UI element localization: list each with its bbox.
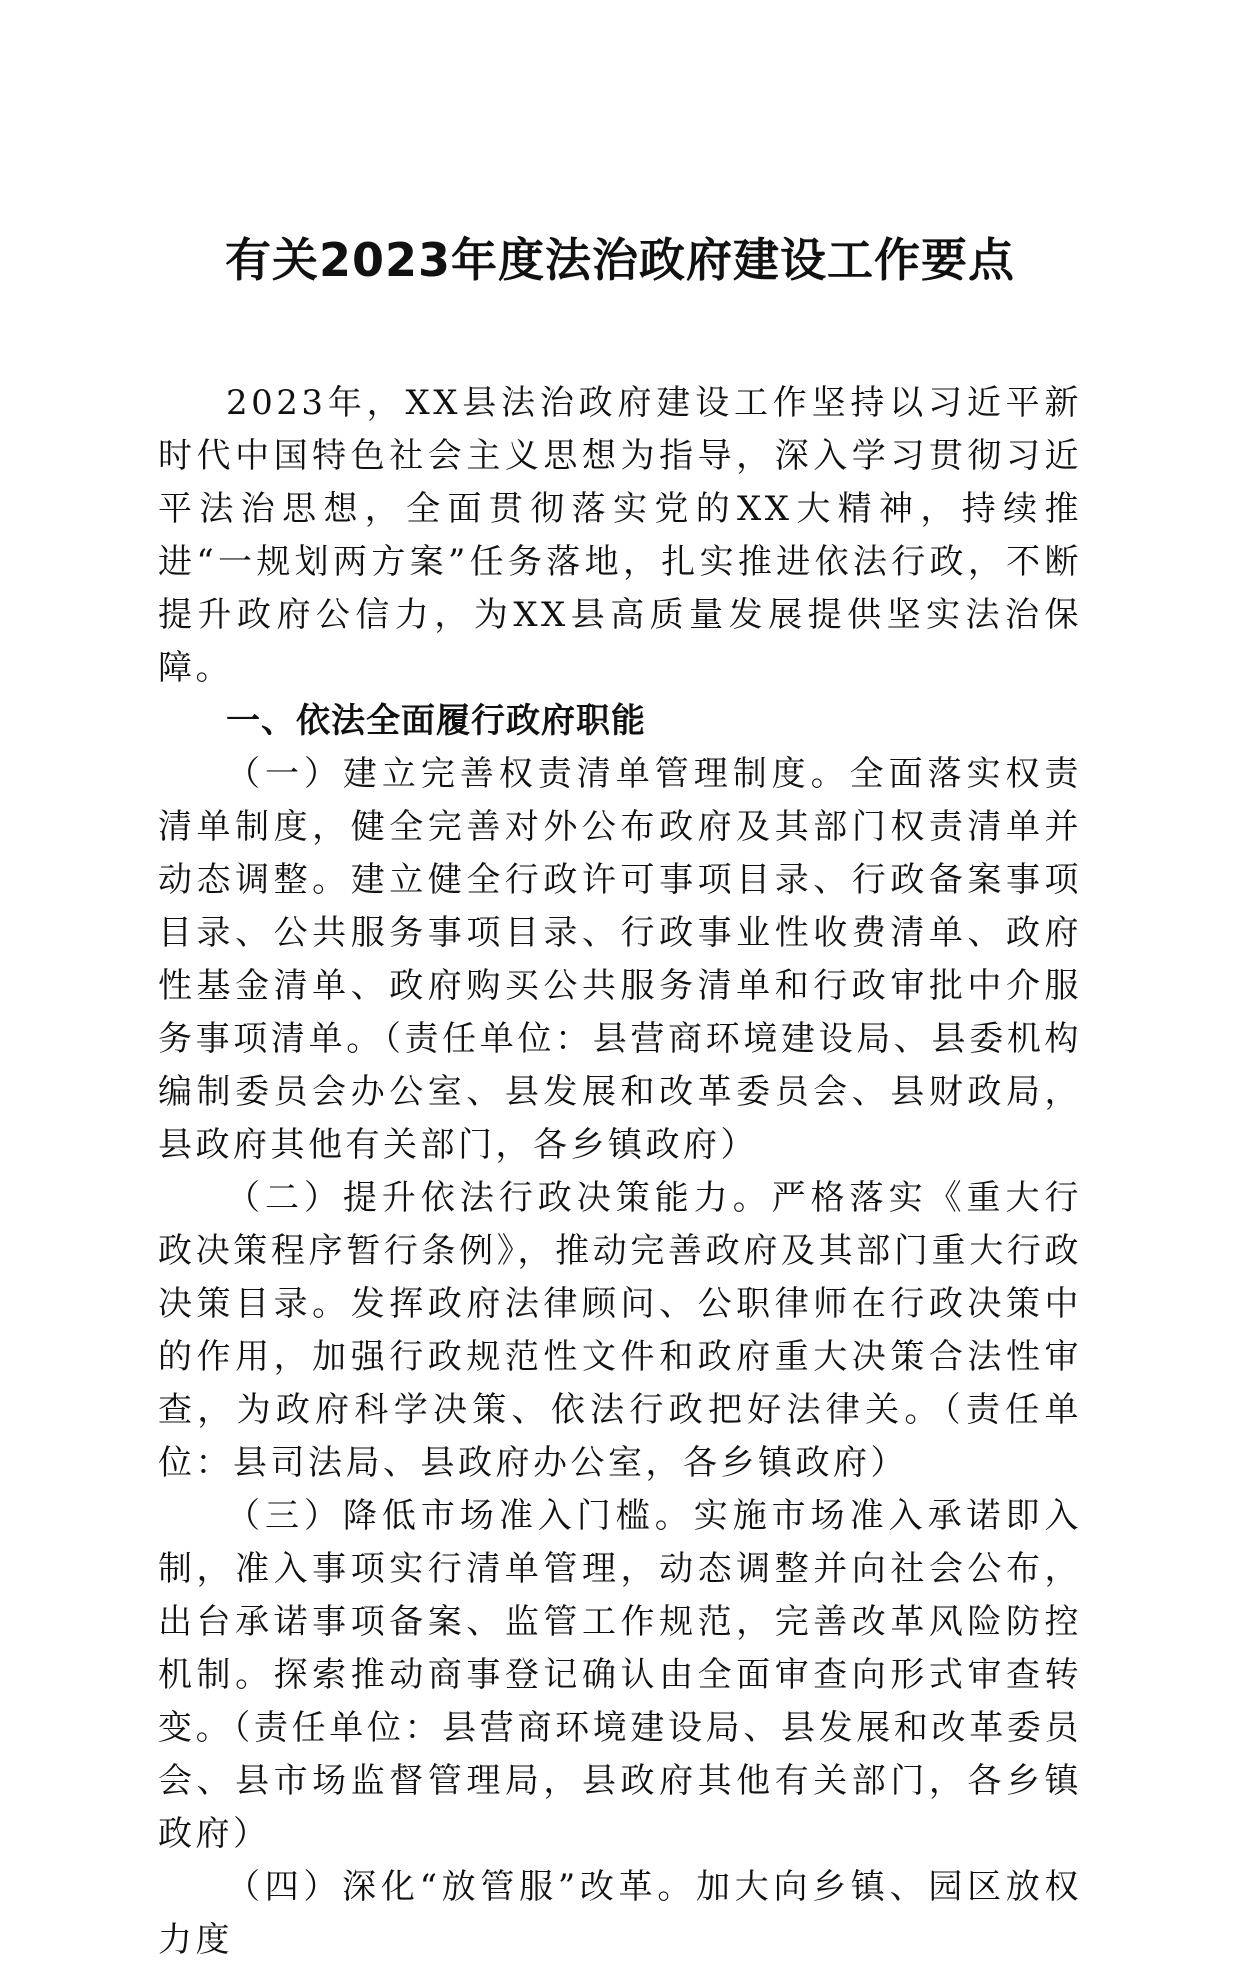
section-heading: 一、依法全面履行政府职能 (226, 701, 646, 741)
document-body (158, 377, 1082, 1967)
item-paragraph-4: （四）深化“放管服”改革。加大向乡镇、园区放权力度 (158, 1867, 1082, 1960)
document-title: 有关2023年度法治政府建设工作要点 (224, 233, 1016, 287)
item-paragraph-2: （二）提升依法行政决策能力。严格落实《重大行政决策程序暂行条例》，推动完善政府及其部门重大行政决策目录。发挥政府法律顾问、公职律师在行政决策中的作用，加强行政规范性文件和政府重大决策合法性审查，为政府科学决策、依法行政把好法律关。（责任单位：县司法局、县政府办公室，各乡镇政府） (158, 1178, 1082, 1483)
item-paragraph-1: （一）建立完善权责清单管理制度。全面落实权责清单制度，健全完善对外公布政府及其部门权责清单并动态调整。建立健全行政许可事项目录、行政备案事项目录、公共服务事项目录、行政事业性收费清单、政府性基金清单、政府购买公共服务清单和行政审批中介服务事项清单。（责任单位：县营商环境建设局、县委机构编制委员会办公室、县发展和改革委员会、县财政局，县政府其他有关部门，各乡镇政府） (158, 754, 1082, 1165)
intro-paragraph: 2023年，XX县法治政府建设工作坚持以习近平新时代中国特色社会主义思想为指导，深入学习贯彻习近平法治思想，全面贯彻落实党的XX大精神，持续推进“一规划两方案”任务落地，扎实推进依法行政，不断提升政府公信力，为XX县高质量发展提供坚实法治保障。 (158, 383, 1082, 688)
item-paragraph-3: （三）降低市场准入门槛。实施市场准入承诺即入制，准入事项实行清单管理，动态调整并向社会公布，出台承诺事项备案、监管工作规范，完善改革风险防控机制。探索推动商事登记确认由全面审查向形式审查转变。（责任单位：县营商环境建设局、县发展和改革委员会、县市场监督管理局，县政府其他有关部门，各乡镇政府） (158, 1496, 1082, 1854)
